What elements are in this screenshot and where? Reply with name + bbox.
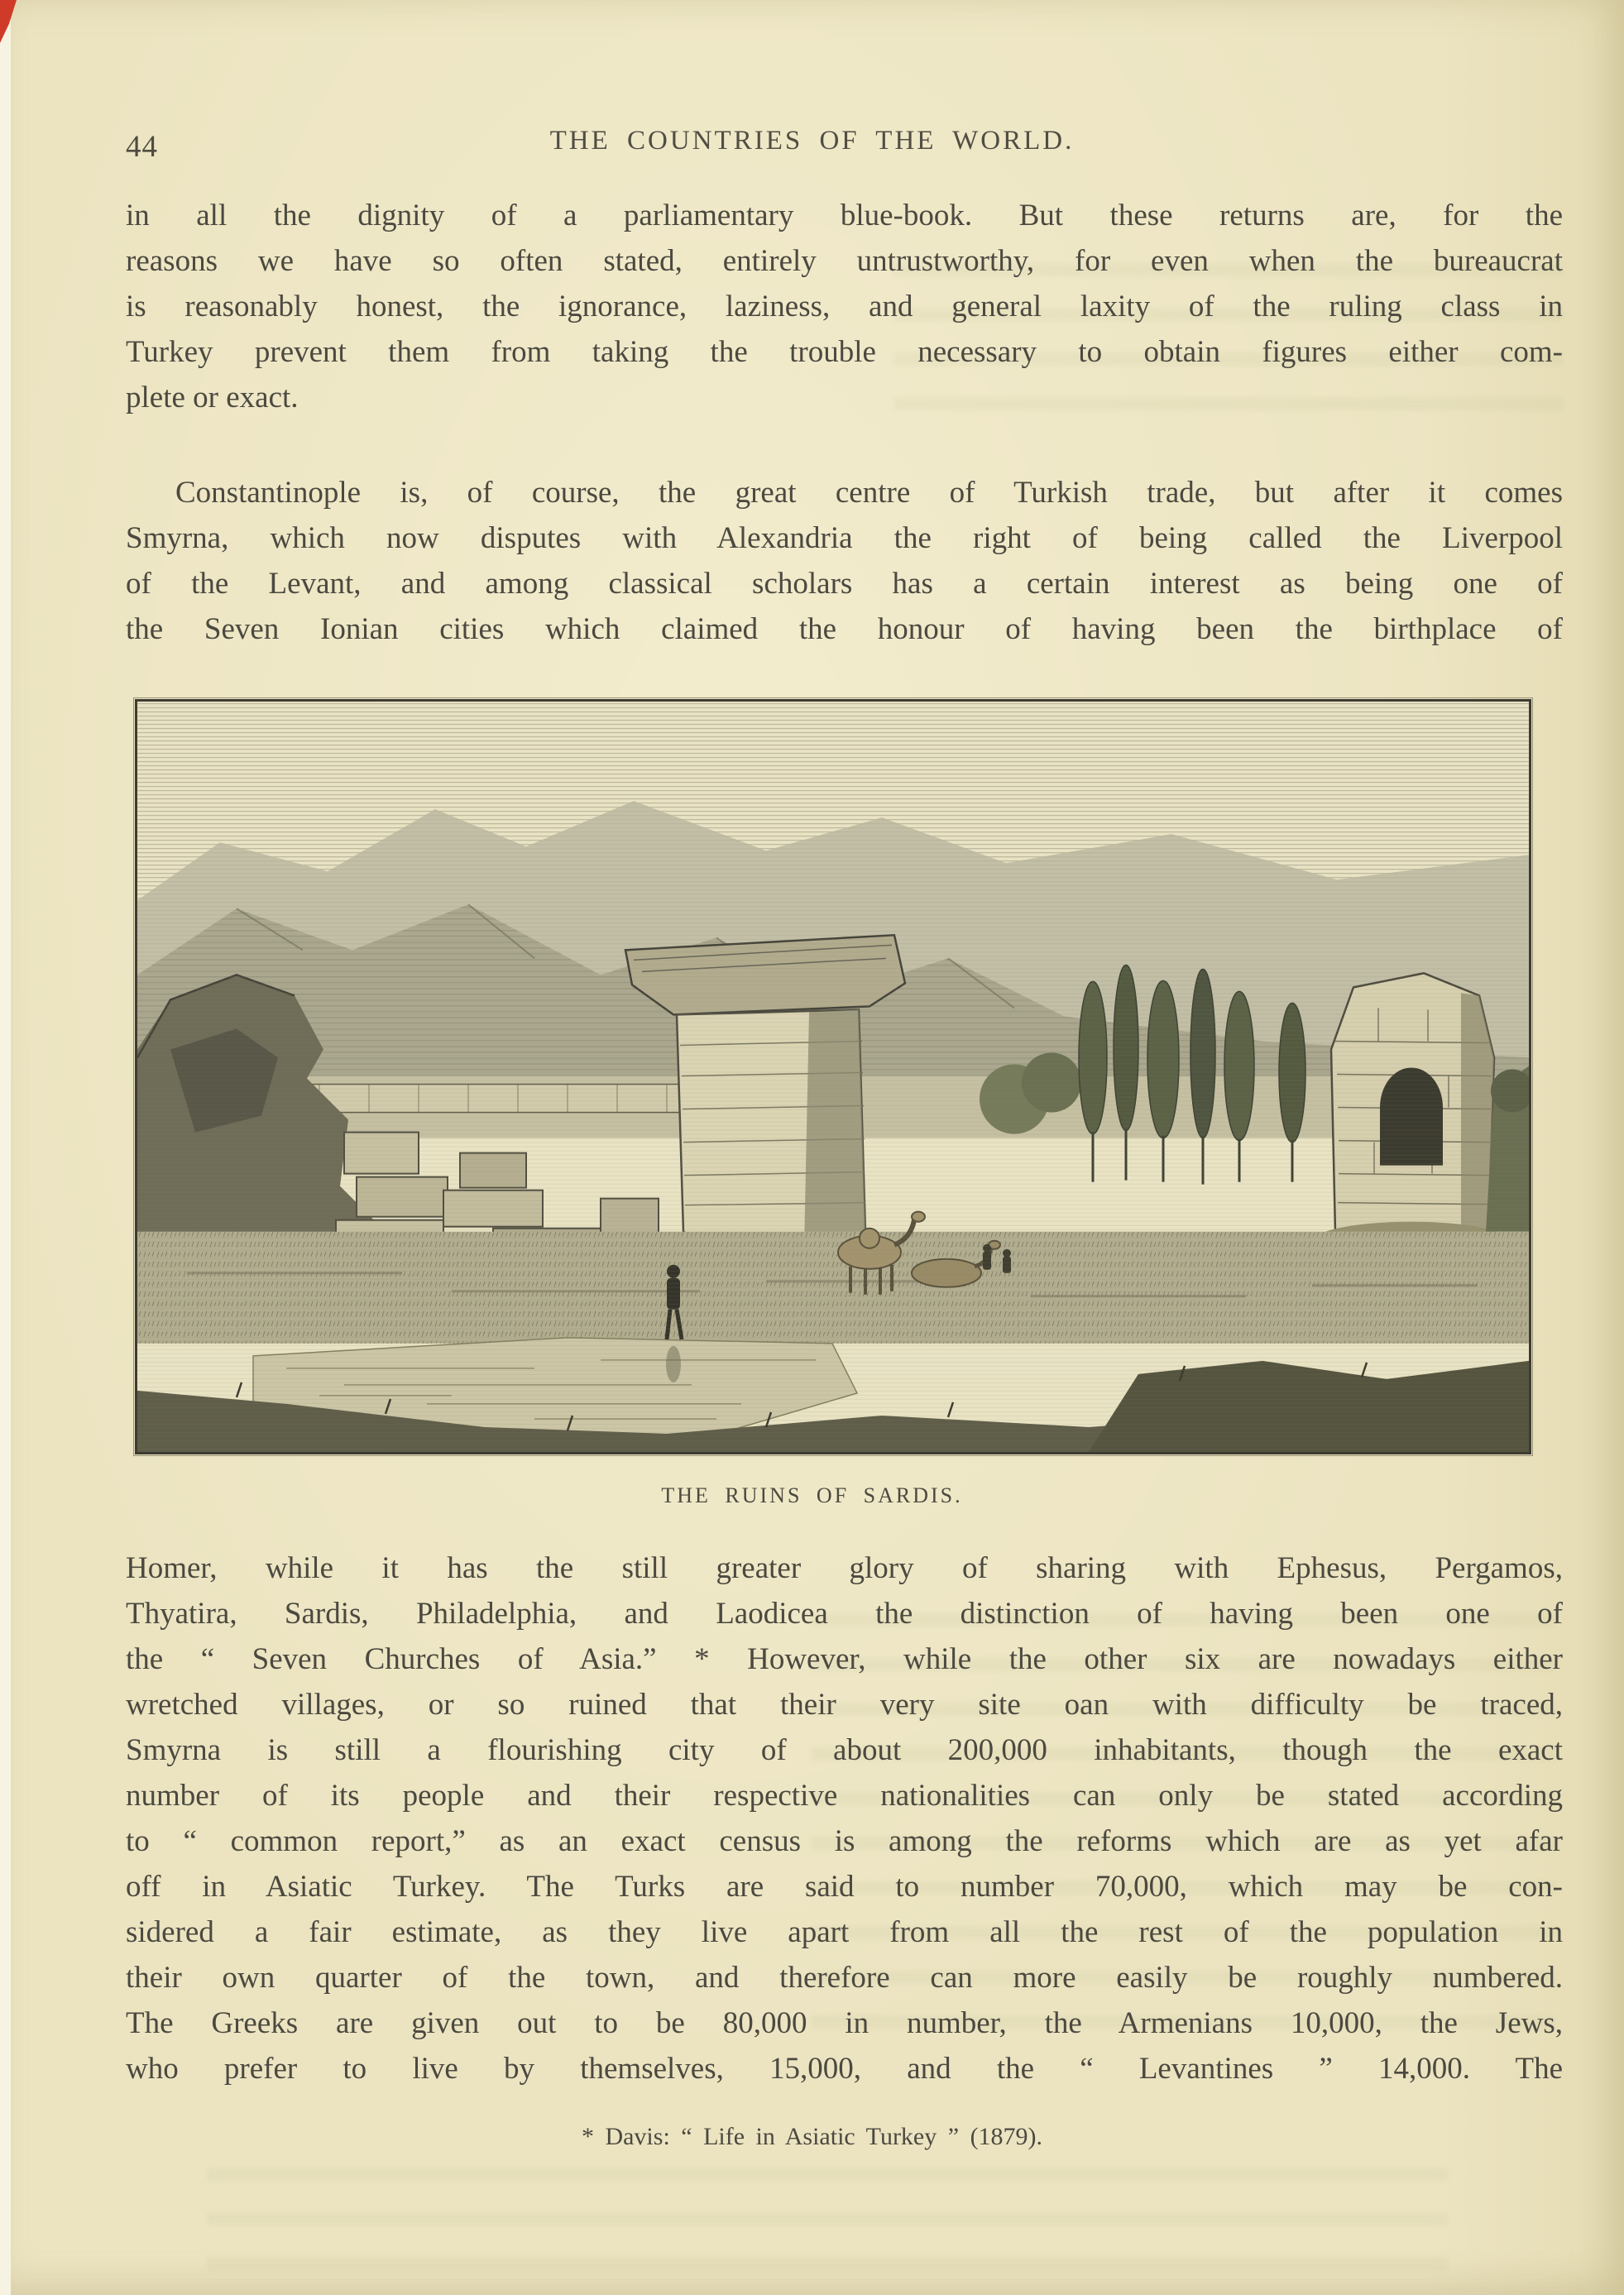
text-line: Smyrna is still a flourishing city of about 200,000 inhabitants, though the exact [126,1733,1563,1767]
illustration-ruins-of-sardis [135,699,1531,1454]
text-line: Homer, while it has the still greater glory of sharing with Ephesus, Pergamos, [126,1551,1563,1585]
text-line: plete or exact. [126,381,299,414]
text-line: wretched villages, or so ruined that their very site oan with difficulty be traced, [126,1688,1563,1722]
paragraph-blue-book [126,193,1563,420]
text-line: to “ common report,” as an exact census is among the reforms which are as yet afar [126,1824,1563,1858]
illustration-caption: THE RUINS OF SARDIS. [661,1483,963,1507]
text-line: Thyatira, Sardis, Philadelphia, and Laodicea the distinction of having been one of [126,1597,1563,1631]
text-line: The Greeks are given out to be 80,000 in number, the Armenians 10,000, the Jews, [126,2006,1563,2040]
scan-edge-strip [0,0,11,2295]
text-line: off in Asiatic Turkey. The Turks are said to number 70,000, which may be con- [126,1870,1563,1904]
text-line: who prefer to live by themselves, 15,000, and the “ Levantines ” 14,000. The [126,2052,1563,2086]
bleedthrough-ghost [207,2168,1448,2275]
text-line: their own quarter of the town, and therefore can more easily be roughly numbered. [126,1961,1563,1995]
engraving-svg [137,702,1529,1452]
paragraph-homer-smyrna [126,1545,1563,2091]
page-header [0,126,1624,165]
text-line: Constantinople is, of course, the great centre of Turkish trade, but after it comes [175,476,1563,510]
engraving-hatch-overlay [137,702,1529,1452]
text-line: Smyrna, which now disputes with Alexandria the right of being called the Liverpool [126,521,1563,555]
text-line: in all the dignity of a parliamentary blue-book. But these returns are, for the [126,199,1563,232]
text-line: the “ Seven Churches of Asia.” * However, while the other six are nowadays either [126,1642,1563,1676]
text-line: number of its people and their respective nationalities can only be stated according [126,1779,1563,1813]
page-number: 44 [126,130,158,164]
paragraph-constantinople [126,470,1563,652]
text-line: sidered a fair estimate, as they live apart from all the rest of the population in [126,1915,1563,1949]
footnote: * Davis: “ Life in Asiatic Turkey ” (1879). [581,2123,1043,2150]
running-title: THE COUNTRIES OF THE WORLD. [549,126,1075,156]
text-line: is reasonably honest, the ignorance, laziness, and general laxity of the ruling class in [126,290,1563,323]
text-line: Turkey prevent them from taking the trouble necessary to obtain figures either com- [126,335,1563,369]
text-line: of the Levant, and among classical scholars has a certain interest as being one of [126,567,1563,601]
text-line: the Seven Ionian cities which claimed the honour of having been the birthplace of [126,612,1563,646]
text-line: reasons we have so often stated, entirely untrustworthy, for even when the bureaucrat [126,244,1563,278]
